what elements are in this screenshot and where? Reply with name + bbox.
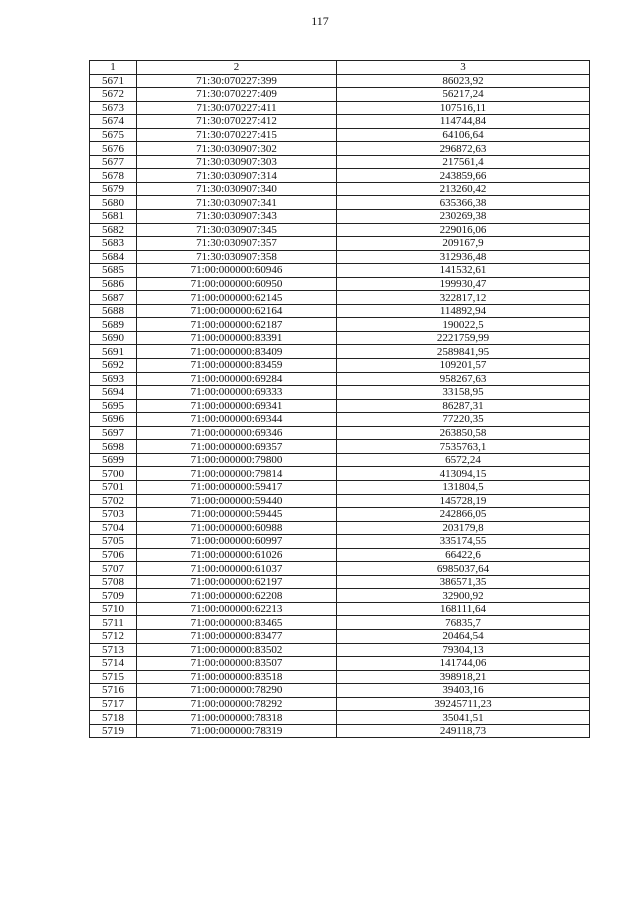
table-row [90, 657, 590, 671]
value-cell: 131804,5 [337, 480, 590, 494]
table-row [90, 196, 590, 210]
table-row [90, 88, 590, 102]
table-row [90, 670, 590, 684]
row-number-cell: 5708 [90, 575, 137, 589]
cadastral-number-cell: 71:00:000000:69357 [137, 440, 337, 454]
row-number-cell: 5707 [90, 562, 137, 576]
value-cell: 312936,48 [337, 250, 590, 264]
value-cell: 35041,51 [337, 711, 590, 725]
cadastral-number-cell: 71:00:000000:79814 [137, 467, 337, 481]
table-row [90, 494, 590, 508]
table-row [90, 413, 590, 427]
value-cell: 107516,11 [337, 101, 590, 115]
table-body [90, 74, 590, 738]
row-number-cell: 5676 [90, 142, 137, 156]
cadastral-number-cell: 71:00:000000:62164 [137, 304, 337, 318]
value-cell: 213260,42 [337, 182, 590, 196]
value-cell: 32900,92 [337, 589, 590, 603]
table-row [90, 359, 590, 373]
cadastral-number-cell: 71:30:070227:412 [137, 115, 337, 129]
row-number-cell: 5679 [90, 182, 137, 196]
table-row [90, 508, 590, 522]
table-row [90, 575, 590, 589]
table-row [90, 684, 590, 698]
cadastral-number-cell: 71:00:000000:59417 [137, 480, 337, 494]
cadastral-number-cell: 71:30:030907:314 [137, 169, 337, 183]
cadastral-number-cell: 71:00:000000:83459 [137, 359, 337, 373]
table-row [90, 616, 590, 630]
table-row [90, 210, 590, 224]
table-row [90, 697, 590, 711]
cadastral-number-cell: 71:00:000000:60988 [137, 521, 337, 535]
table-row [90, 182, 590, 196]
cadastral-number-cell: 71:00:000000:78319 [137, 724, 337, 738]
cadastral-number-cell: 71:30:070227:415 [137, 128, 337, 142]
row-number-cell: 5715 [90, 670, 137, 684]
value-cell: 33158,95 [337, 386, 590, 400]
value-cell: 249118,73 [337, 724, 590, 738]
table-row [90, 562, 590, 576]
cadastral-number-cell: 71:00:000000:83507 [137, 657, 337, 671]
row-number-cell: 5685 [90, 264, 137, 278]
value-cell: 77220,35 [337, 413, 590, 427]
row-number-cell: 5706 [90, 548, 137, 562]
cadastral-number-cell: 71:00:000000:60946 [137, 264, 337, 278]
table-row [90, 711, 590, 725]
table-row [90, 602, 590, 616]
value-cell: 76835,7 [337, 616, 590, 630]
row-number-cell: 5686 [90, 277, 137, 291]
row-number-cell: 5677 [90, 155, 137, 169]
row-number-cell: 5689 [90, 318, 137, 332]
cadastral-number-cell: 71:00:000000:69333 [137, 386, 337, 400]
value-cell: 6572,24 [337, 453, 590, 467]
table-row [90, 101, 590, 115]
row-number-cell: 5719 [90, 724, 137, 738]
table-row [90, 115, 590, 129]
cadastral-number-cell: 71:30:030907:343 [137, 210, 337, 224]
value-cell: 56217,24 [337, 88, 590, 102]
header-row [90, 61, 590, 75]
value-cell: 322817,12 [337, 291, 590, 305]
value-cell: 203179,8 [337, 521, 590, 535]
value-cell: 109201,57 [337, 359, 590, 373]
row-number-cell: 5703 [90, 508, 137, 522]
cadastral-number-cell: 71:00:000000:62208 [137, 589, 337, 603]
cadastral-number-cell: 71:00:000000:69344 [137, 413, 337, 427]
value-cell: 230269,38 [337, 210, 590, 224]
table-row [90, 399, 590, 413]
table-row [90, 304, 590, 318]
row-number-cell: 5692 [90, 359, 137, 373]
row-number-cell: 5682 [90, 223, 137, 237]
row-number-cell: 5697 [90, 426, 137, 440]
row-number-cell: 5716 [90, 684, 137, 698]
row-number-cell: 5709 [90, 589, 137, 603]
row-number-cell: 5713 [90, 643, 137, 657]
cadastral-number-cell: 71:00:000000:69341 [137, 399, 337, 413]
cadastral-number-cell: 71:30:070227:411 [137, 101, 337, 115]
row-number-cell: 5691 [90, 345, 137, 359]
table-row [90, 386, 590, 400]
row-number-cell: 5705 [90, 535, 137, 549]
value-cell: 39245711,23 [337, 697, 590, 711]
row-number-cell: 5672 [90, 88, 137, 102]
table-row [90, 589, 590, 603]
table-row [90, 223, 590, 237]
cadastral-number-cell: 71:00:000000:62213 [137, 602, 337, 616]
header-col-2: 2 [137, 61, 337, 75]
table-row [90, 155, 590, 169]
cadastral-number-cell: 71:00:000000:60950 [137, 277, 337, 291]
table-row [90, 724, 590, 738]
row-number-cell: 5695 [90, 399, 137, 413]
cadastral-number-cell: 71:30:030907:345 [137, 223, 337, 237]
table-row [90, 453, 590, 467]
value-cell: 20464,54 [337, 629, 590, 643]
value-cell: 386571,35 [337, 575, 590, 589]
row-number-cell: 5678 [90, 169, 137, 183]
value-cell: 86287,31 [337, 399, 590, 413]
row-number-cell: 5717 [90, 697, 137, 711]
row-number-cell: 5710 [90, 602, 137, 616]
value-cell: 413094,15 [337, 467, 590, 481]
row-number-cell: 5688 [90, 304, 137, 318]
table-row [90, 74, 590, 88]
table-row [90, 480, 590, 494]
cadastral-number-cell: 71:30:070227:409 [137, 88, 337, 102]
row-number-cell: 5714 [90, 657, 137, 671]
row-number-cell: 5681 [90, 210, 137, 224]
cadastral-number-cell: 71:30:030907:340 [137, 182, 337, 196]
value-cell: 141532,61 [337, 264, 590, 278]
row-number-cell: 5693 [90, 372, 137, 386]
cadastral-number-cell: 71:30:030907:302 [137, 142, 337, 156]
value-cell: 86023,92 [337, 74, 590, 88]
value-cell: 243859,66 [337, 169, 590, 183]
row-number-cell: 5680 [90, 196, 137, 210]
header-col-1: 1 [90, 61, 137, 75]
table-row [90, 426, 590, 440]
value-cell: 190022,5 [337, 318, 590, 332]
table-row [90, 535, 590, 549]
row-number-cell: 5694 [90, 386, 137, 400]
cadastral-number-cell: 71:00:000000:83518 [137, 670, 337, 684]
value-cell: 79304,13 [337, 643, 590, 657]
table-row [90, 331, 590, 345]
table-row [90, 128, 590, 142]
row-number-cell: 5711 [90, 616, 137, 630]
cadastral-number-cell: 71:00:000000:83502 [137, 643, 337, 657]
row-number-cell: 5683 [90, 237, 137, 251]
cadastral-number-cell: 71:00:000000:83465 [137, 616, 337, 630]
row-number-cell: 5701 [90, 480, 137, 494]
value-cell: 635366,38 [337, 196, 590, 210]
page-number: 117 [311, 14, 329, 28]
row-number-cell: 5698 [90, 440, 137, 454]
table-row [90, 629, 590, 643]
value-cell: 229016,06 [337, 223, 590, 237]
table-header [90, 61, 590, 75]
cadastral-number-cell: 71:00:000000:62187 [137, 318, 337, 332]
header-col-3: 3 [337, 61, 590, 75]
row-number-cell: 5690 [90, 331, 137, 345]
table-row [90, 264, 590, 278]
row-number-cell: 5675 [90, 128, 137, 142]
cadastral-number-cell: 71:30:070227:399 [137, 74, 337, 88]
value-cell: 145728,19 [337, 494, 590, 508]
row-number-cell: 5700 [90, 467, 137, 481]
data-table [89, 60, 590, 738]
cadastral-number-cell: 71:00:000000:83477 [137, 629, 337, 643]
value-cell: 217561,4 [337, 155, 590, 169]
cadastral-number-cell: 71:00:000000:60997 [137, 535, 337, 549]
row-number-cell: 5674 [90, 115, 137, 129]
cadastral-number-cell: 71:30:030907:358 [137, 250, 337, 264]
table-row [90, 643, 590, 657]
cadastral-number-cell: 71:00:000000:83391 [137, 331, 337, 345]
cadastral-number-cell: 71:00:000000:59445 [137, 508, 337, 522]
cadastral-number-cell: 71:00:000000:78318 [137, 711, 337, 725]
cadastral-number-cell: 71:00:000000:61037 [137, 562, 337, 576]
value-cell: 263850,58 [337, 426, 590, 440]
cadastral-number-cell: 71:30:030907:341 [137, 196, 337, 210]
row-number-cell: 5699 [90, 453, 137, 467]
row-number-cell: 5712 [90, 629, 137, 643]
table-row [90, 548, 590, 562]
table-row [90, 345, 590, 359]
table-row [90, 467, 590, 481]
table-row [90, 440, 590, 454]
value-cell: 2221759,99 [337, 331, 590, 345]
value-cell: 242866,05 [337, 508, 590, 522]
cadastral-number-cell: 71:00:000000:69346 [137, 426, 337, 440]
table-row [90, 291, 590, 305]
row-number-cell: 5671 [90, 74, 137, 88]
value-cell: 114744,84 [337, 115, 590, 129]
value-cell: 66422,6 [337, 548, 590, 562]
table-row [90, 372, 590, 386]
row-number-cell: 5702 [90, 494, 137, 508]
cadastral-number-cell: 71:00:000000:62197 [137, 575, 337, 589]
value-cell: 398918,21 [337, 670, 590, 684]
cadastral-number-cell: 71:00:000000:59440 [137, 494, 337, 508]
value-cell: 199930,47 [337, 277, 590, 291]
value-cell: 6985037,64 [337, 562, 590, 576]
cadastral-number-cell: 71:30:030907:357 [137, 237, 337, 251]
table-row [90, 521, 590, 535]
value-cell: 2589841,95 [337, 345, 590, 359]
row-number-cell: 5696 [90, 413, 137, 427]
table-row [90, 277, 590, 291]
cadastral-number-cell: 71:00:000000:61026 [137, 548, 337, 562]
value-cell: 39403,16 [337, 684, 590, 698]
value-cell: 209167,9 [337, 237, 590, 251]
table-row [90, 318, 590, 332]
table-row [90, 142, 590, 156]
table-row [90, 237, 590, 251]
value-cell: 958267,63 [337, 372, 590, 386]
cadastral-number-cell: 71:00:000000:62145 [137, 291, 337, 305]
value-cell: 64106,64 [337, 128, 590, 142]
value-cell: 114892,94 [337, 304, 590, 318]
row-number-cell: 5684 [90, 250, 137, 264]
value-cell: 296872,63 [337, 142, 590, 156]
value-cell: 141744,06 [337, 657, 590, 671]
row-number-cell: 5718 [90, 711, 137, 725]
cadastral-number-cell: 71:00:000000:69284 [137, 372, 337, 386]
row-number-cell: 5704 [90, 521, 137, 535]
value-cell: 168111,64 [337, 602, 590, 616]
table-row [90, 169, 590, 183]
cadastral-number-cell: 71:30:030907:303 [137, 155, 337, 169]
cadastral-number-cell: 71:00:000000:83409 [137, 345, 337, 359]
cadastral-number-cell: 71:00:000000:78290 [137, 684, 337, 698]
row-number-cell: 5687 [90, 291, 137, 305]
cadastral-number-cell: 71:00:000000:79800 [137, 453, 337, 467]
row-number-cell: 5673 [90, 101, 137, 115]
cadastral-number-cell: 71:00:000000:78292 [137, 697, 337, 711]
table-row [90, 250, 590, 264]
value-cell: 335174,55 [337, 535, 590, 549]
value-cell: 7535763,1 [337, 440, 590, 454]
